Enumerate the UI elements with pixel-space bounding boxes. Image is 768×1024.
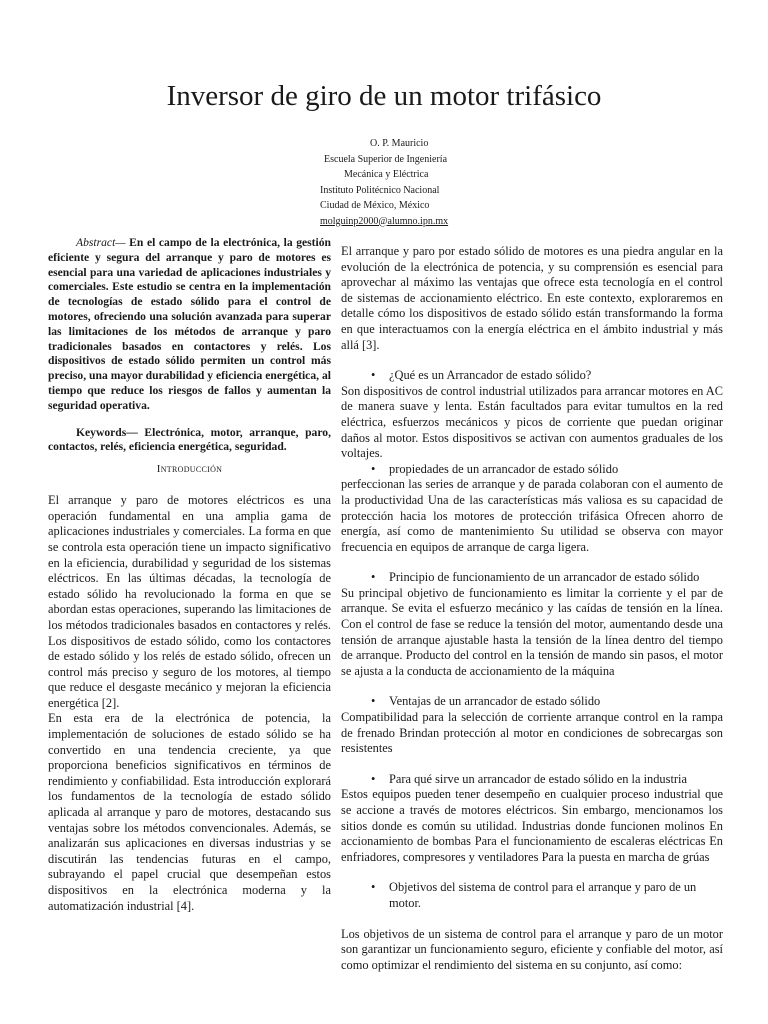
author-block <box>310 136 470 229</box>
bullet-item-1 <box>341 368 723 384</box>
bullet-3-text: Su principal objetivo de funcionamiento es limitar la corriente y el par de arranque. Se evita el esfuerzo mecánico y las caídas de tensión en la línea. Con el control de fase se reduce la tensión del motor, aumentando desde una tensión de arranque ajustable hasta la tensión de la línea dentro del tiempo de arranque. Producto del control en la tensión de mando sin pasos, el motor se ajusta a la conducta de accionamiento de la máquina <box>341 585 723 678</box>
bullet-6-text: Los objetivos de un sistema de control para el arranque y paro de un motor son garantizar un funcionamiento seguro, eficiente y confiable del motor, así como optimizar el rendimiento del sistema en su conjunto, así como: <box>341 926 723 972</box>
bullet-5-text: Estos equipos pueden tener desempeño en cualquier proceso industrial que se accione a través de motores eléctricos. Sin embargo, mencionamos los sitios donde es común su utilidad. Industrias donde funcionen molinos En accionamiento de bombas Para el funcionamiento de escaleras eléctricas En enfriadores, compresores y ventiladores Para la puesta en marcha de grúas <box>341 787 723 864</box>
intro-paragraph-1: El arranque y paro de motores eléctricos es una operación fundamental en una amplia gama de aplicaciones industriales y comerciales. La forma en que se controla esta operación tiene un impacto significativo en la eficiencia, durabilidad y seguridad de los sistemas eléctricos. En las últimas décadas, la tecnología de estado sólido ha revolucionado la forma en que se abordan estas operaciones, superando las limitaciones de los métodos tradicionales basados en contactores y relés. Los dispositivos de estado sólido, como los contactores de estado sólido y los relés de estado sólido, ofrecen un control más preciso y seguro de los motores, al tiempo que reduce el desgaste mecánico y mejoran la eficiencia energética [2]. <box>48 493 331 710</box>
bullet-label: Objetivos del sistema de control para el arranque y paro de un motor. <box>389 880 697 910</box>
keywords <box>48 426 331 456</box>
author-affiliation-2: Mecánica y Eléctrica <box>344 169 429 180</box>
paper-title: Inversor de giro de un motor trifásico <box>166 80 602 112</box>
right-column <box>341 244 723 973</box>
author-city: Ciudad de México, México <box>320 200 430 211</box>
bullet-label: Para qué sirve un arrancador de estado sólido en la industria <box>389 771 687 786</box>
bullet-item-2 <box>341 462 723 478</box>
author-name: O. P. Mauricio <box>370 138 429 149</box>
bullet-item-4 <box>341 694 723 710</box>
bullet-2-text: perfeccionan las series de arranque y de parada colaboran con el aumento de la productividad Una de las características más valiosa es su capacidad de protección hacia los motores de protección trifásica Ofrecen ahorro de energía, así como de mantenimiento Su utilidad se observa con mayor frecuencia en equipos de arranque de carga ligera. <box>341 477 723 554</box>
bullet-dot-icon: • <box>371 570 376 585</box>
keywords-lead: Keywords— <box>76 425 138 439</box>
bullet-label: propiedades de un arrancador de estado sólido <box>389 461 619 476</box>
bullet-item-3 <box>341 570 723 586</box>
bullet-dot-icon: • <box>371 461 376 476</box>
bullet-1-text: Son dispositivos de control industrial utilizados para arrancar motores en AC de manera suave y lenta. Están facultados para evitar tumultos en la red eléctrica, esfuerzos mecánicos y picos de corriente que puedan originar daños al motor. Estos dispositivos se activan con aumentos graduales de los voltajes. <box>341 383 723 461</box>
author-institute: Instituto Politécnico Nacional <box>320 184 440 196</box>
abstract-lead: Abstract— <box>76 236 126 249</box>
left-column <box>48 236 331 914</box>
bullet-4-text: Compatibilidad para la selección de corriente arranque control en la rampa de frenado Brindan protección al motor en condiciones de sobrecargas son resistentes <box>341 710 723 756</box>
intro-paragraph-2: En esta era de la electrónica de potencia, la implementación de soluciones de estado sólido se ha convertido en una tendencia creciente, ya que proporciona beneficios significativos en términos de rendimiento y confiabilidad. Esta introducción explorará los fundamentos de la tecnología de estado sólido aplicada al arranque y paro de motores, destacando sus ventajas sobre los métodos convencionales. Además, se analizarán sus aplicaciones en diversas industrias y se discutirán las tendencias futuras en el campo, subrayando el papel crucial que desempeñan estos dispositivos en la electrónica moderna y la automatización industrial [4]. <box>48 711 331 913</box>
bullet-label: ¿Qué es un Arrancador de estado sólido? <box>389 368 592 383</box>
bullet-dot-icon: • <box>371 368 376 383</box>
author-email[interactable]: molguinp2000@alumno.ipn.mx <box>320 215 449 227</box>
bullet-dot-icon: • <box>371 880 376 895</box>
keywords-text: Electrónica, motor, arranque, paro, contactos, relés, eficiencia energética, seguridad. <box>48 425 331 454</box>
intro-heading: Introducción <box>156 463 223 476</box>
right-paragraph-1: El arranque y paro por estado sólido de motores es una piedra angular en la evolución de la electrónica de potencia, y su comprensión es esencial para aprovechar al máximo las ventajas que ofrece esta tecnología en el control de sistemas de accionamiento eléctrico. En este contexto, exploraremos en detalle cómo los dispositivos de estado sólido están transformando la forma en que interactuamos con la energía eléctrica en el ámbito industrial y más allá [3]. <box>341 244 723 352</box>
bullet-dot-icon: • <box>371 694 376 709</box>
author-affiliation-1: Escuela Superior de Ingeniería <box>324 153 448 165</box>
bullet-label: Ventajas de un arrancador de estado sólido <box>389 694 601 709</box>
bullet-label: Principio de funcionamiento de un arrancador de estado sólido <box>389 570 700 585</box>
bullet-item-5 <box>341 772 723 788</box>
bullet-item-6 <box>341 880 723 911</box>
abstract-text: En el campo de la electrónica, la gestión eficiente y segura del arranque y paro de motores es esencial para una variedad de aplicaciones industriales y comerciales. Este estudio se centra en la implementación de tecnologías de estado sólido para el control de motores, ofreciendo una solución avanzada para superar las limitaciones de los métodos de arranque y paro tradicionales basados en contactores y relés. Los dispositivos de estado sólido permiten un control más preciso, una mayor durabilidad y eficiencia energética, al tiempo que reduce los riesgos de fallos y aumentan la seguridad operativa. <box>48 236 331 412</box>
bullet-dot-icon: • <box>371 771 376 786</box>
abstract <box>48 236 331 414</box>
